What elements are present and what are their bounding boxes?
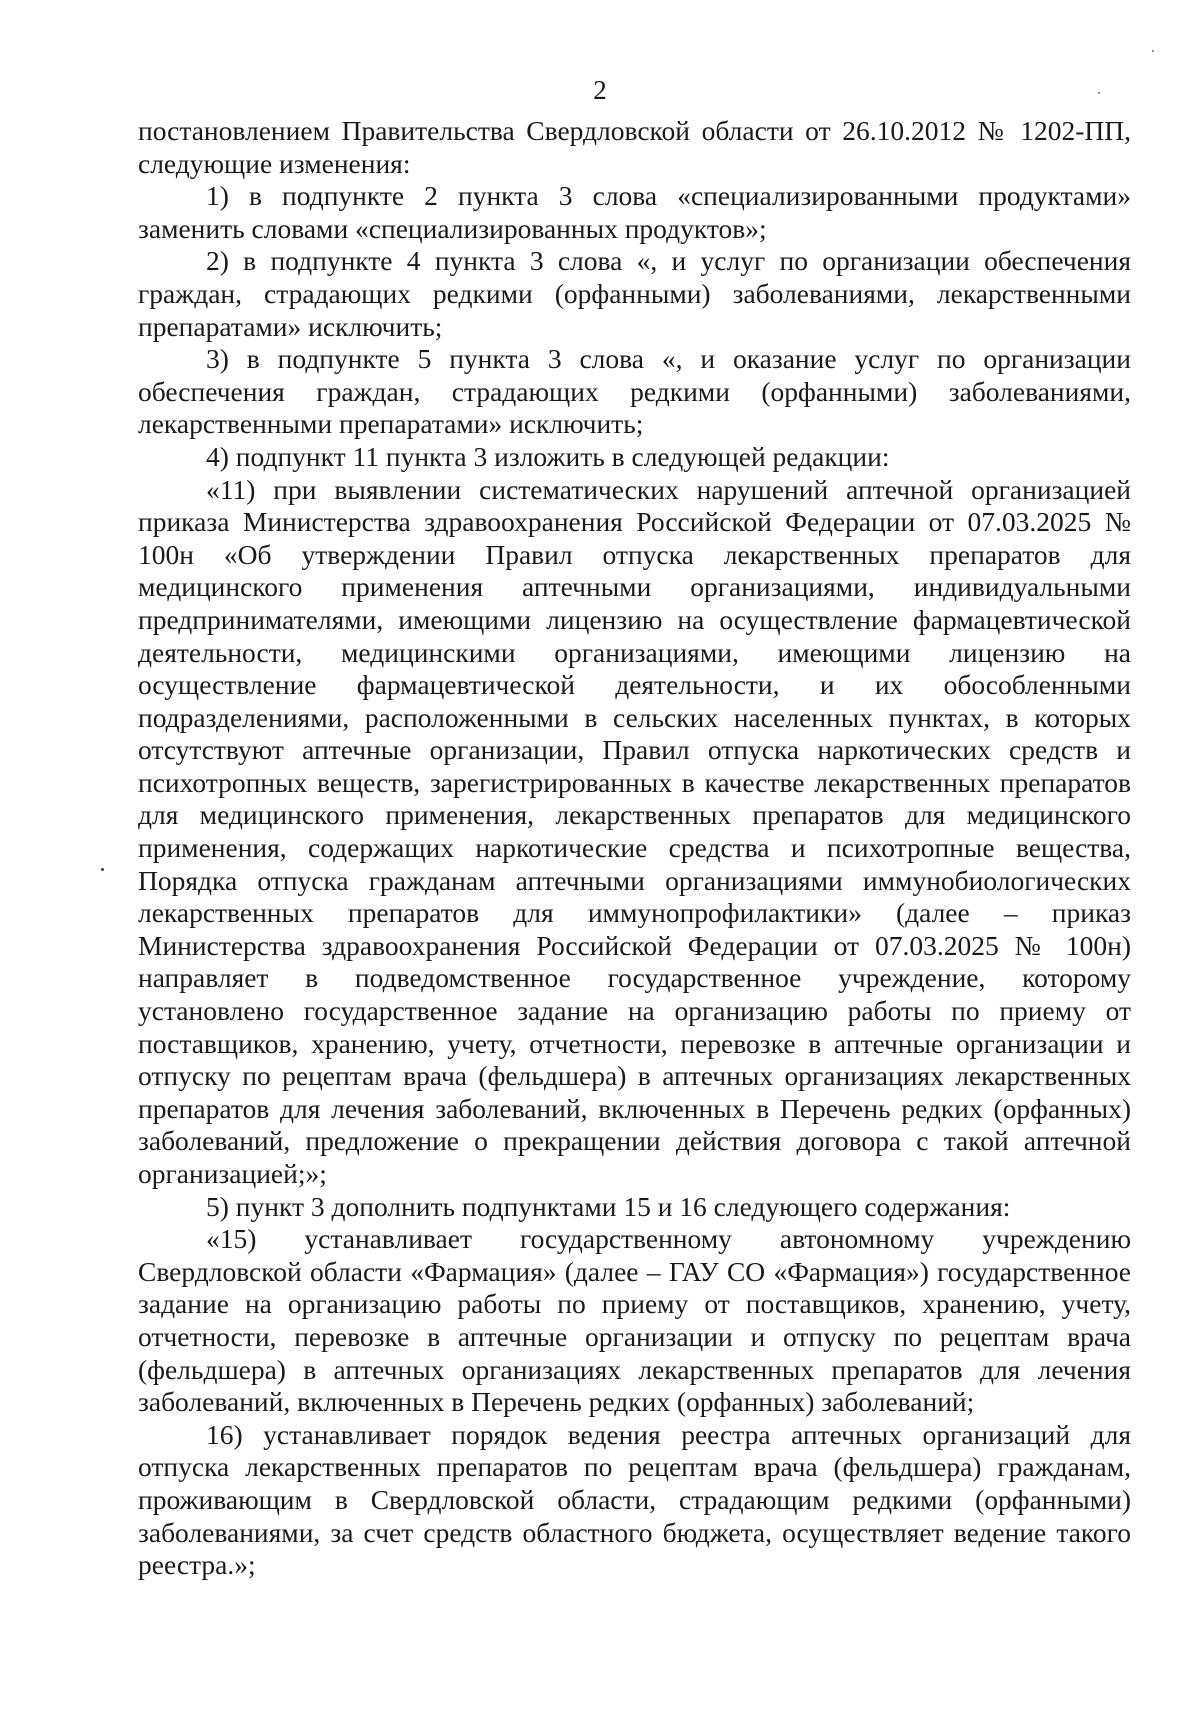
paragraph-item-5: 5) пункт 3 дополнить подпунктами 15 и 16 следующего содержания: [206,1190,1011,1222]
paragraph-item-5-16: 16) устанавливает порядок ведения реестра аптечных организаций для отпуска лекарственных препаратов по рецептам врача (фельдшера) гражданам, проживающим в Свердловской области, страдающим редкими (орфанными) заболеваниями, за счет средств областного бюджета, осуществляет ведение такого реестра.»; [138,1418,1131,1581]
paragraph-item-5-15: «15) устанавливает государственному автономному учреждению Свердловской области «Фармация» (далее – ГАУ СО «Фармация») государственное задание на организацию работы по приему от поставщиков, хранению, учету, отчетности, перевозке в аптечные организации и отпуску по рецептам врача (фельдшера) в аптечных организациях лекарственных препаратов для лечения заболеваний, включенных в Перечень редких (орфанных) заболеваний; [138,1223,1131,1418]
paragraph-intro: постановлением Правительства Свердловской области от 26.10.2012 № 1202-ПП, следующие изменения: [138,115,1131,179]
page-number: 2 [593,75,607,105]
paragraph-item-4-text: «11) при выявлении систематических нарушений аптечной организацией приказа Министерства здравоохранения Российской Федерации от 07.03.2025 № 100н «Об утверждении Правил отпуска лекарственных препаратов для медицинского применения аптечными организациями, индивидуальными предпринимателями, имеющими лицензию на осуществление фармацевтической деятельности, медицинскими организациями, имеющими лицензию на осуществление фармацевтической деятельности, и их обособленными подразделениями, расположенными в сельских населенных пунктах, в которых отсутствуют аптечные организации, Правил отпуска наркотических средств и психотропных веществ, зарегистрированных в качестве лекарственных препаратов для медицинского применения, лекарственных препаратов для медицинского применения, содержащих наркотические средства и психотропные вещества, Порядка отпуска гражданам аптечными организациями иммунобиологических лекарственных препаратов для иммунопрофилактики» (далее – приказ Министерства здравоохранения Российской Федерации от 07.03.2025 № 100н) направляет в подведомственное государственное учреждение, которому установлено государственное задание на организацию работы по приему от поставщиков, хранению, учету, отчетности, перевозке в аптечные организации и отпуску по рецептам врача (фельдшера) в аптечных организациях лекарственных препаратов для лечения заболеваний, включенных в Перечень редких (орфанных) заболеваний, предложение о прекращении действия договора с такой аптечной организацией;»; [138,473,1131,1189]
scan-speck [1152,50,1154,52]
paragraph-item-2: 2) в подпункте 4 пункта 3 слова «, и услуг по организации обеспечения граждан, страдающих редкими (орфанными) заболеваниями, лекарственными препаратами» исключить; [138,245,1131,342]
scan-speck [1098,92,1100,94]
paragraph-item-4: 4) подпункт 11 пункта 3 изложить в следующей редакции: [206,440,890,472]
paragraph-item-3: 3) в подпункте 5 пункта 3 слова «, и оказание услуг по организации обеспечения граждан, страдающих редкими (орфанными) заболеваниями, лекарственными препаратами» исключить; [138,343,1131,440]
margin-mark [101,868,104,871]
paragraph-item-1: 1) в подпункте 2 пункта 3 слова «специализированными продуктами» заменить словами «специализированных продуктов»; [138,180,1131,244]
document-body [138,115,1131,1582]
